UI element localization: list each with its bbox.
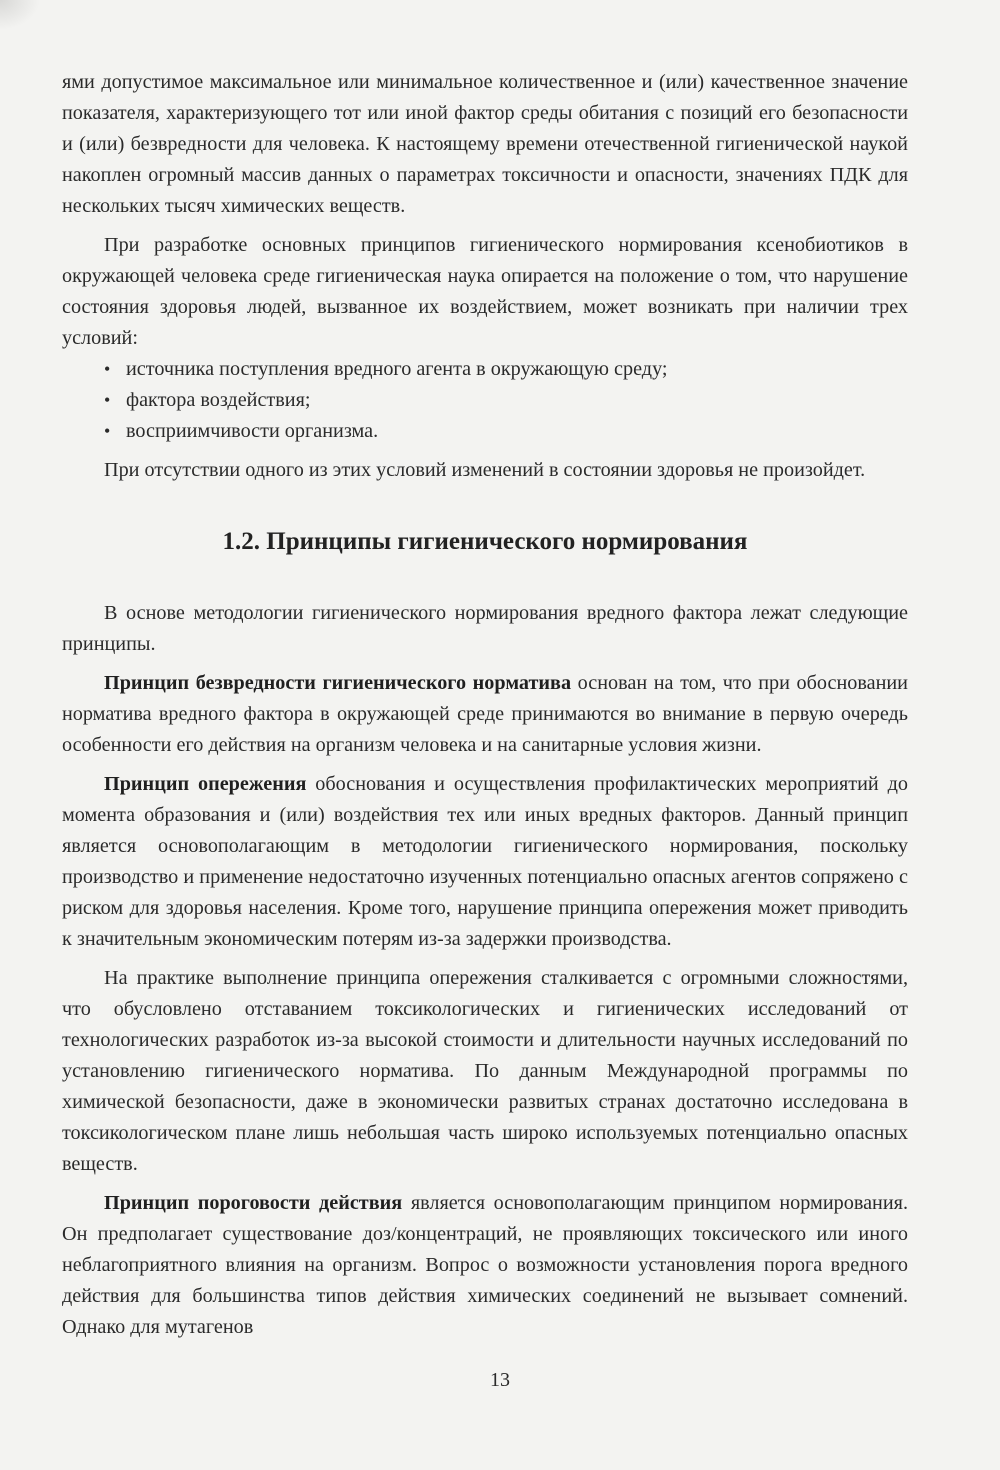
bullet-icon: •: [104, 390, 111, 410]
paragraph-anticipation-principle: [62, 769, 908, 955]
page-number: 13: [490, 1369, 510, 1391]
term-harmlessness-principle: Принцип безвредности гигиенического норматива: [104, 672, 572, 694]
bullet-icon: •: [104, 359, 111, 379]
term-threshold-principle: Принцип пороговости действия: [104, 1192, 403, 1214]
paragraph-conditions-intro: При разработке основных принципов гигиенического нормирования ксенобиотиков в окружающей человека среде гигиеническая наука опирается на положение о том, что нарушение состояния здоровья людей, вызванное их воздействием, может возникать при наличии трех условий:: [62, 234, 908, 349]
paragraph-threshold-principle: [62, 1188, 908, 1343]
paragraph-harmlessness-principle: [62, 668, 908, 761]
list-item: [104, 385, 908, 416]
list-item-text: восприимчивости организма.: [126, 420, 379, 442]
list-item: [104, 416, 908, 447]
conditions-list: [62, 354, 908, 447]
section-heading: 1.2. Принципы гигиенического нормирования: [222, 528, 748, 555]
bullet-icon: •: [104, 421, 111, 441]
paragraph-methodology-intro: В основе методологии гигиенического нормирования вредного фактора лежат следующие принципы.: [62, 602, 908, 655]
paragraph-absence-conditions: При отсутствии одного из этих условий изменений в состоянии здоровья не произойдет.: [104, 459, 866, 481]
list-item-text: источника поступления вредного агента в окружающую среду;: [126, 358, 668, 380]
paragraph-text: обоснования и осуществления профилактических мероприятий до момента образования и (или) воздействия тех или иных вредных факторов. Данный принцип является основополагающим в методологии гигиенического нормирования, поскольку производство и применение недостаточно изученных потенциально опасных агентов сопряжено с риском для здоровья населения. Кроме того, нарушение принципа опережения может приводить к значительным экономическим потерям из-за задержки производства.: [62, 773, 908, 950]
term-anticipation-principle: Принцип опережения: [104, 773, 307, 795]
paragraph-continuation: ями допустимое максимальное или минимальное количественное и (или) качественное значение показателя, характеризующего тот или иной фактор среды обитания с позиций его безопасности и (или) безвредности для человека. К настоящему времени отечественной гигиенической наукой накоплен огромный массив данных о параметрах токсичности и опасности, значениях ПДК для нескольких тысяч химических веществ.: [62, 71, 908, 217]
list-item-text: фактора воздействия;: [126, 389, 311, 411]
list-item: [104, 354, 908, 385]
paragraph-text: основан на том, что при обосновании норматива вредного фактора в окружающей среде принимаются во внимание в первую очередь особенности его действия на организм человека и на санитарные условия жизни.: [62, 672, 908, 756]
paragraph-practice-difficulties: На практике выполнение принципа опережения сталкивается с огромными сложностями, что обусловлено отставанием токсикологических и гигиенических исследований от технологических разработок из-за высокой стоимости и длительности научных исследований по установлению гигиенического норматива. По данным Международной программы по химической безопасности, даже в экономически развитых странах достаточно исследована в токсикологическом плане лишь небольшая часть широко используемых потенциально опасных веществ.: [62, 967, 908, 1175]
paragraph-text: является основополагающим принципом нормирования. Он предполагает существование доз/концентраций, не проявляющих токсического или иного неблагоприятного влияния на организм. Вопрос о возможности установления порога вредного действия для большинства типов действия химических соединений не вызывает сомнений. Однако для мутагенов: [62, 1192, 908, 1338]
